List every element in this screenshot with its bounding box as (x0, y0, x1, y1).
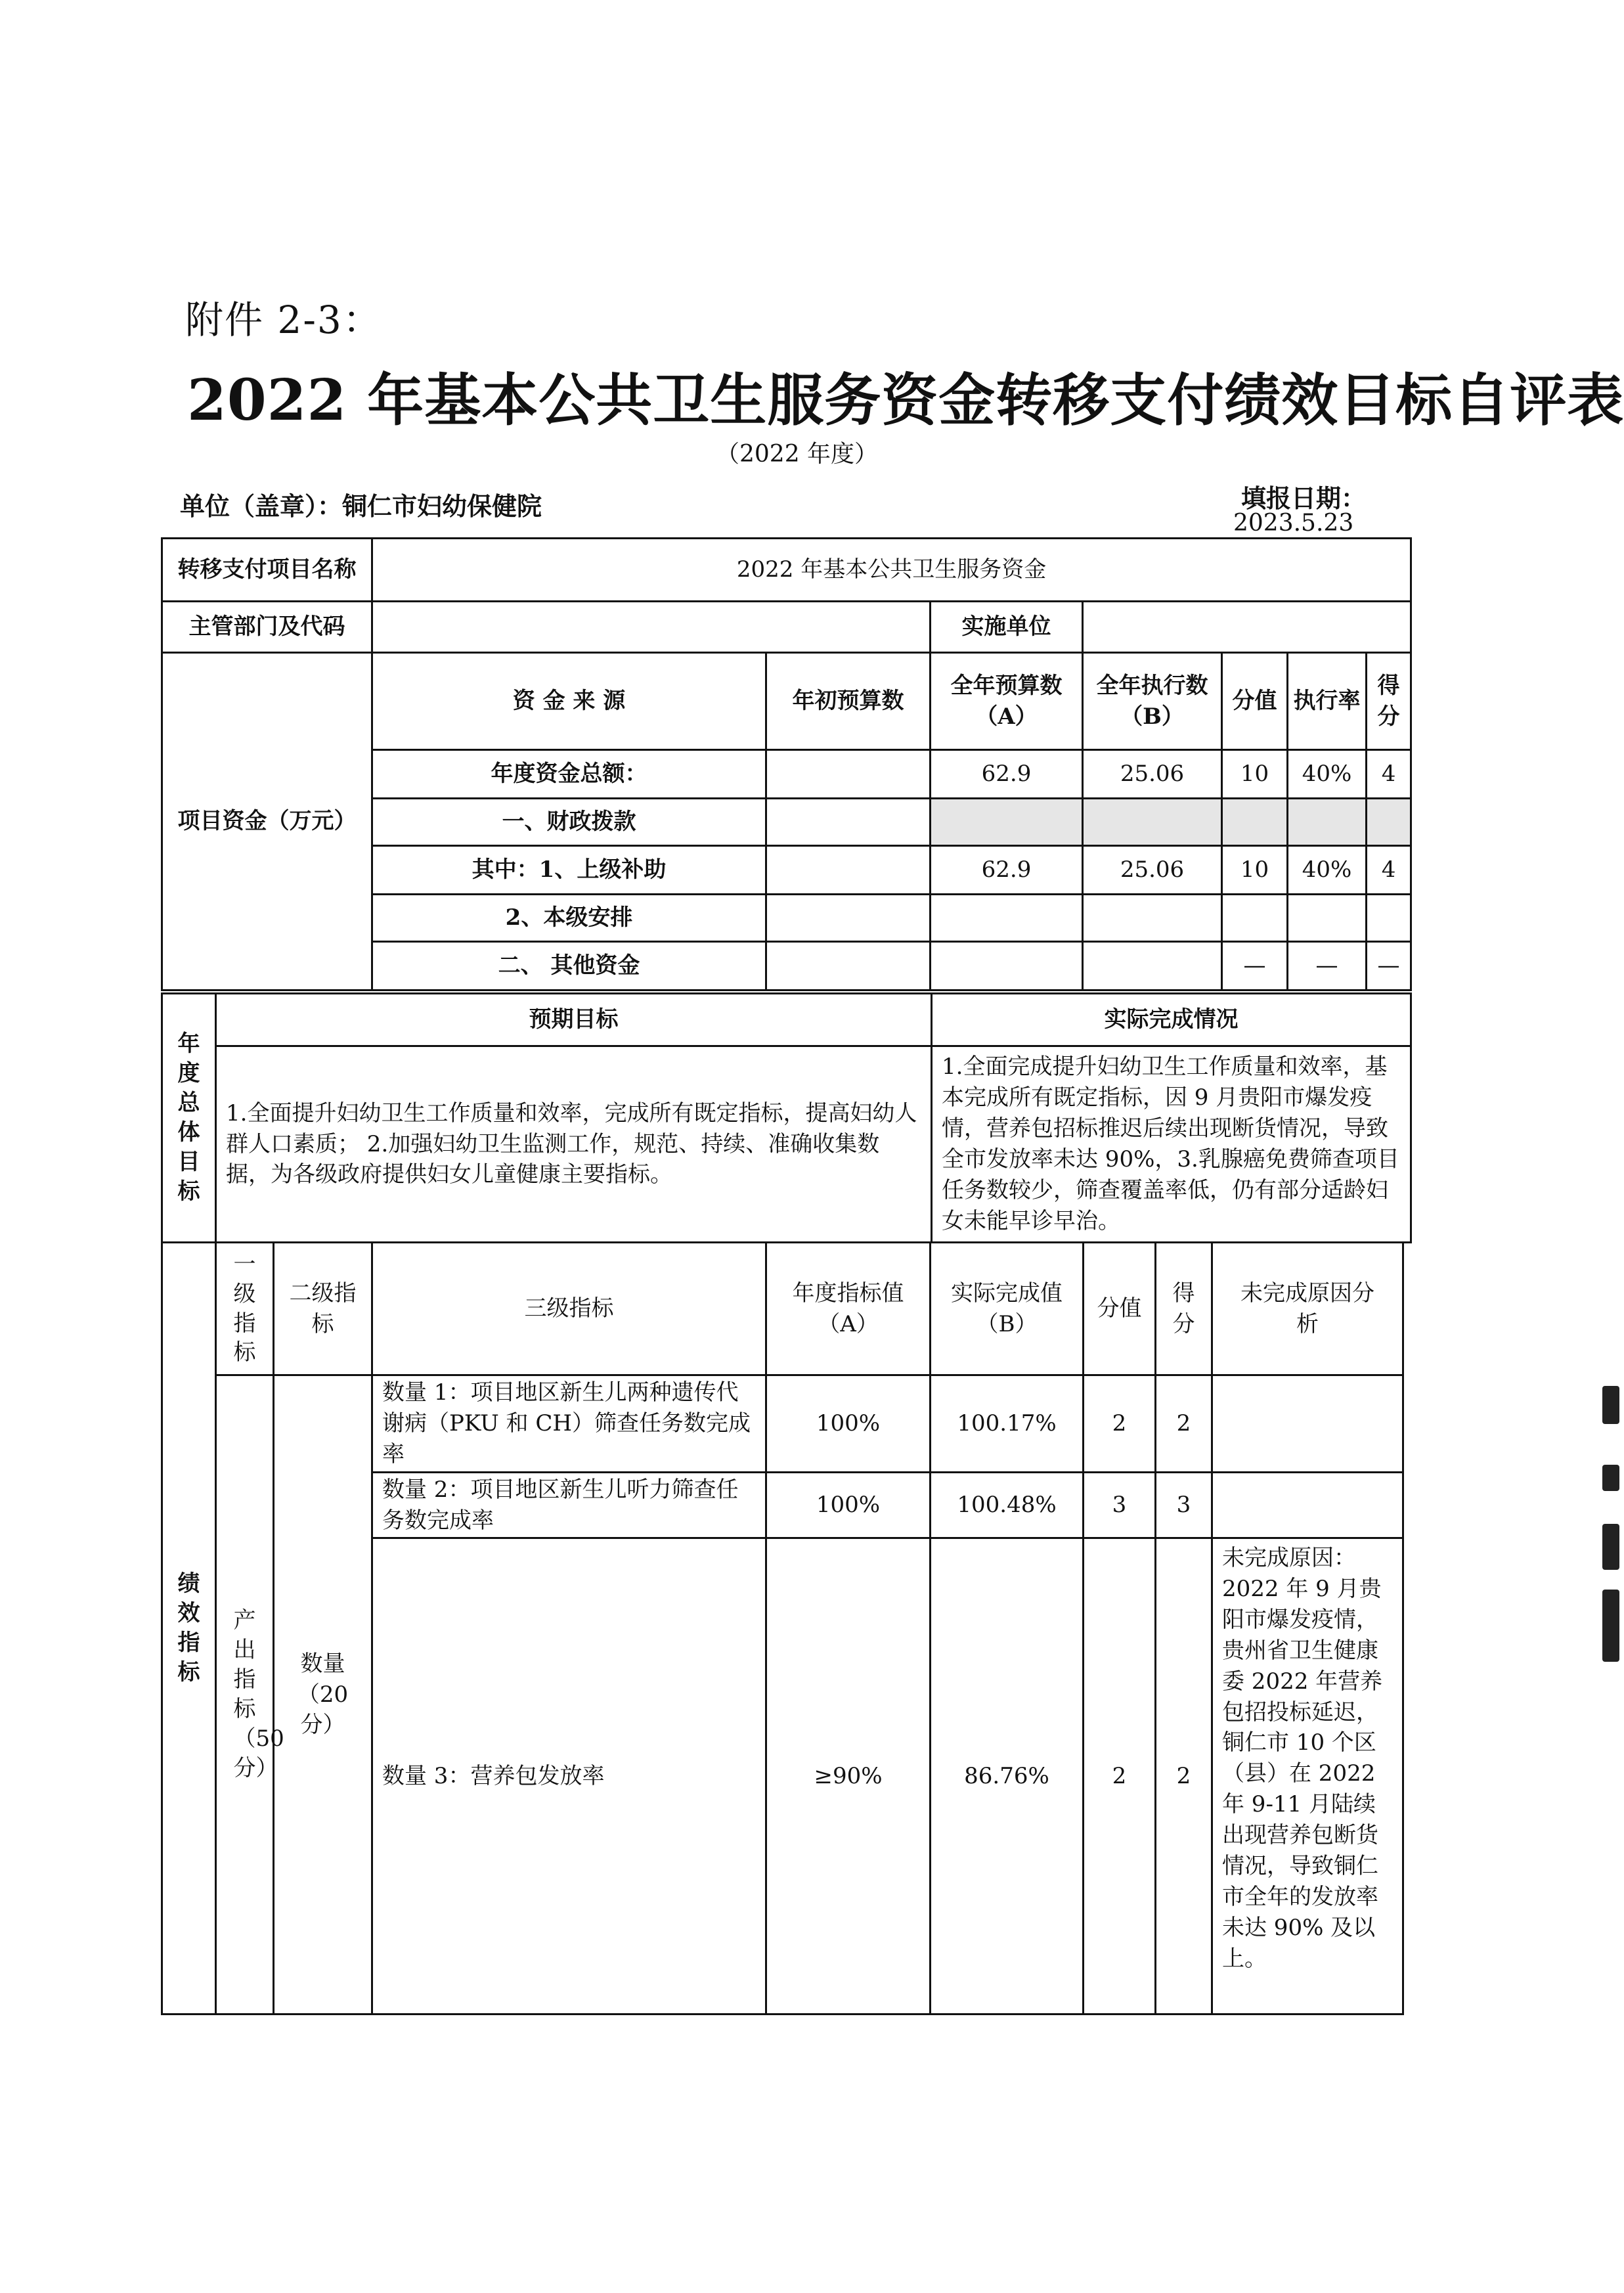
funds-header-score: 分值 (1222, 653, 1288, 750)
fund-cell: — (1367, 942, 1411, 991)
expected-goal-text: 1.全面提升妇幼卫生工作质量和效率，完成所有既定指标，提高妇幼人群人口素质； 2.加强妇幼卫生监测工作，规范、持续、准确收集数据，为各级政府提供妇女儿童健康主要指标。 (216, 1046, 932, 1243)
reason-header: 未完成原因分析 (1212, 1243, 1403, 1375)
fill-date-value: 2023.5.23 (1233, 510, 1354, 537)
indicator-actual: 100.48% (931, 1473, 1084, 1538)
fund-cell (1222, 799, 1288, 846)
fund-cell: — (1288, 942, 1367, 991)
fund-cell: 62.9 (931, 846, 1083, 895)
indicators-table (161, 1241, 1404, 2015)
fund-source: 其中：1、上级补助 (372, 846, 766, 895)
funds-table (161, 537, 1412, 991)
indicator-actual: 86.76% (931, 1538, 1084, 2015)
indicator-score: 2 (1084, 1375, 1156, 1473)
fund-cell: 25.06 (1083, 750, 1222, 799)
scan-edge-mark (1602, 1465, 1619, 1491)
project-name-label: 转移支付项目名称 (162, 539, 372, 602)
fund-cell: 40% (1288, 750, 1367, 799)
fund-source: 2、本级安排 (372, 895, 766, 942)
fund-cell (1288, 895, 1367, 942)
indicator-points: 2 (1156, 1375, 1212, 1473)
expected-goal-header: 预期目标 (216, 994, 932, 1046)
scan-edge-mark (1602, 1386, 1619, 1424)
funds-header-source: 资 金 来 源 (372, 653, 766, 750)
page-title: 2022 年基本公共卫生服务资金转移支付绩效目标自评表 (187, 367, 1624, 434)
indicator-points: 3 (1156, 1473, 1212, 1538)
fund-cell: 62.9 (931, 750, 1083, 799)
actual-result-text: 1.全面完成提升妇幼卫生工作质量和效率，基本完成所有既定指标，因 9 月贵阳市爆发疫情，营养包招标推迟后续出现断货情况，导致全市发放率未达 90%，3.乳腺癌免费筛查项目任务数较少，筛查覆盖率低，仍有部分适龄妇女未能早诊早治。 (932, 1046, 1411, 1243)
fund-source: 年度资金总额： (372, 750, 766, 799)
indicator-reason (1212, 1473, 1403, 1538)
year-label: （2022 年度） (716, 441, 879, 468)
dept-label: 主管部门及代码 (162, 602, 372, 653)
indicators-label: 绩效指标 (162, 1243, 216, 2015)
goals-table (161, 992, 1412, 1243)
fund-cell (766, 799, 931, 846)
fund-cell (931, 895, 1083, 942)
funds-header-budget: 全年预算数（A） (931, 653, 1083, 750)
scan-edge-mark (1602, 1590, 1619, 1662)
fund-cell: 4 (1367, 846, 1411, 895)
indicator-row (162, 1375, 1403, 1473)
level1-header: 一级指标 (216, 1243, 274, 1375)
attachment-label: 附件 2-3： (185, 298, 382, 342)
indicator-target: 100% (766, 1473, 931, 1538)
indicator-score: 2 (1084, 1538, 1156, 2015)
indicator-name: 数量 3：营养包发放率 (372, 1538, 766, 2015)
indicator-actual: 100.17% (931, 1375, 1084, 1473)
indicator-name: 数量 2：项目地区新生儿听力筛查任务数完成率 (372, 1473, 766, 1538)
fund-cell: 10 (1222, 750, 1288, 799)
project-name-value: 2022 年基本公共卫生服务资金 (372, 539, 1411, 602)
fund-cell (1288, 799, 1367, 846)
score-header: 分值 (1084, 1243, 1156, 1375)
fund-cell: — (1222, 942, 1288, 991)
indicator-name: 数量 1：项目地区新生儿两种遗传代谢病（PKU 和 CH）筛查任务数完成率 (372, 1375, 766, 1473)
fund-cell (766, 895, 931, 942)
dept-value (372, 602, 931, 653)
actual-result-header: 实际完成情况 (932, 994, 1411, 1046)
fund-cell (766, 942, 931, 991)
funds-header-executed: 全年执行数（B） (1083, 653, 1222, 750)
level2-header: 二级指标 (274, 1243, 372, 1375)
fund-source: 二、 其他资金 (372, 942, 766, 991)
fund-cell (1083, 799, 1222, 846)
scan-edge-mark (1602, 1524, 1619, 1570)
fund-cell (1367, 895, 1411, 942)
indicator-target: 100% (766, 1375, 931, 1473)
funds-header-initial: 年初预算数 (766, 653, 931, 750)
impl-unit-label: 实施单位 (931, 602, 1083, 653)
fund-cell (1367, 799, 1411, 846)
indicator-points: 2 (1156, 1538, 1212, 2015)
fund-cell (931, 942, 1083, 991)
unit-label: 单位（盖章）：铜仁市妇幼保健院 (180, 491, 542, 521)
level3-header: 三级指标 (372, 1243, 766, 1375)
points-header: 得分 (1156, 1243, 1212, 1375)
fund-cell: 10 (1222, 846, 1288, 895)
level2-value: 数量（20分） (274, 1375, 372, 2015)
fund-cell (1222, 895, 1288, 942)
funds-header-rate: 执行率 (1288, 653, 1367, 750)
funds-header-points: 得分 (1367, 653, 1411, 750)
indicator-reason: 未完成原因：2022 年 9 月贵阳市爆发疫情，贵州省卫生健康委 2022 年营养包招投标延迟，铜仁市 10 个区（县）在 2022 年 9-11 月陆续出现营养包断货情况，导致铜仁市全年的发放率未达 90% 及以上。 (1212, 1538, 1403, 2015)
indicator-target: ≥90% (766, 1538, 931, 2015)
funds-label: 项目资金（万元） (162, 653, 372, 991)
actual-header: 实际完成值（B） (931, 1243, 1084, 1375)
fund-cell (766, 750, 931, 799)
fund-cell: 40% (1288, 846, 1367, 895)
fund-cell: 4 (1367, 750, 1411, 799)
fund-cell (1083, 942, 1222, 991)
fund-cell (766, 846, 931, 895)
impl-unit-value (1083, 602, 1411, 653)
level1-value: 产出指标（50分） (216, 1375, 274, 2015)
indicator-score: 3 (1084, 1473, 1156, 1538)
indicator-reason (1212, 1375, 1403, 1473)
fund-cell: 25.06 (1083, 846, 1222, 895)
fund-cell (1083, 895, 1222, 942)
fund-cell (931, 799, 1083, 846)
target-header: 年度指标值（A） (766, 1243, 931, 1375)
fill-date-label: 填报日期： (1241, 483, 1367, 513)
fund-source: 一、财政拨款 (372, 799, 766, 846)
goals-label: 年度总体目标 (162, 994, 216, 1243)
